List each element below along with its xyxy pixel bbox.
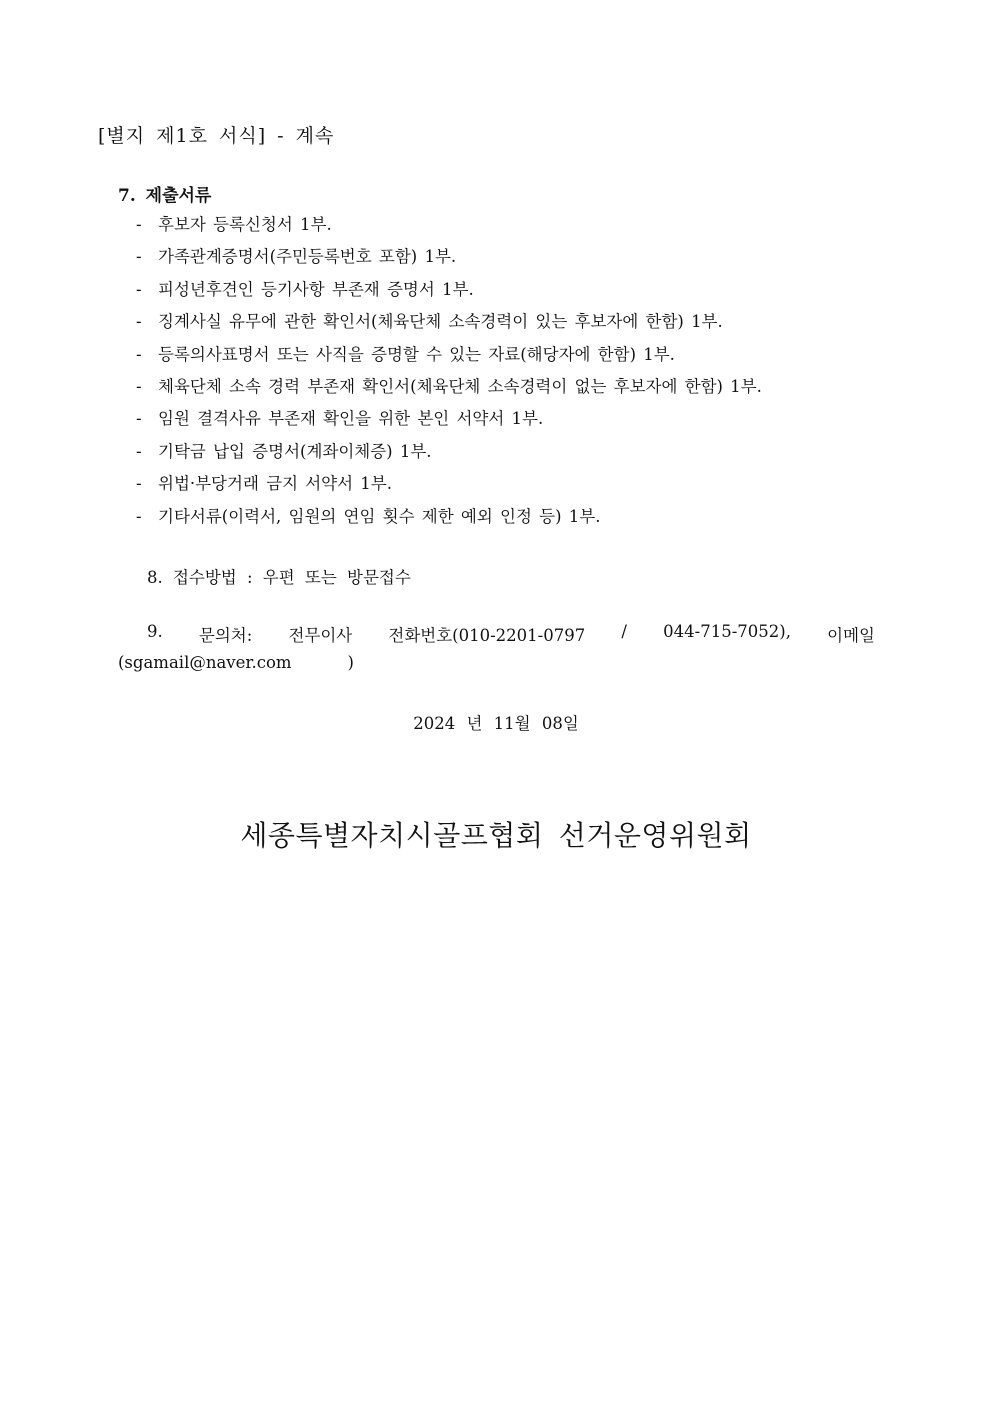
list-dash: -	[136, 279, 142, 299]
email-label: 이메일	[827, 626, 875, 645]
contact-role: 전무이사	[288, 626, 353, 645]
list-item	[136, 440, 762, 472]
list-item-text: 후보자 등록신청서 1부.	[158, 215, 332, 234]
section-7-title: 7. 제출서류	[118, 186, 212, 206]
contact-label: 문의처:	[198, 626, 253, 645]
list-dash: -	[136, 376, 142, 396]
list-item	[136, 245, 762, 277]
list-item-text: 징계사실 유무에 관한 확인서(체육단체 소속경력이 있는 후보자에 한함) 1부.	[158, 312, 723, 332]
list-item	[136, 505, 762, 537]
list-item	[136, 375, 762, 407]
section-9-label: 9.	[147, 622, 163, 641]
contact-line	[147, 622, 875, 646]
list-item-text: 기탁금 납입 증명서(계좌이체증) 1부.	[158, 441, 432, 461]
list-item-text: 피성년후견인 등기사항 부존재 증명서 1부.	[158, 279, 474, 299]
form-tag: [별지 제1호 서식] - 계속	[98, 125, 335, 147]
list-item-text: 임원 결격사유 부존재 확인을 위한 본인 서약서 1부.	[158, 409, 544, 429]
list-dash: -	[136, 474, 142, 494]
list-item-text: 등록의사표명서 또는 사직을 증명할 수 있는 자료(해당자에 한함) 1부.	[158, 344, 675, 364]
required-documents-list	[136, 213, 762, 537]
list-item-text: 가족관계증명서(주민등록번호 포함) 1부.	[158, 247, 457, 267]
list-item	[136, 407, 762, 439]
list-item-text: 기타서류(이력서, 임원의 연임 횟수 제한 예외 인정 등) 1부.	[158, 506, 601, 526]
list-item	[136, 213, 762, 245]
contact-email-line	[118, 653, 354, 672]
list-dash: -	[136, 247, 142, 267]
list-item-text: 체육단체 소속 경력 부존재 확인서(체육단체 소속경력이 없는 후보자에 한함) 1부.	[158, 376, 762, 396]
email-close-paren: )	[347, 653, 354, 672]
list-item	[136, 278, 762, 310]
list-dash: -	[136, 506, 142, 526]
list-item	[136, 343, 762, 375]
submission-method: 8. 접수방법 : 우편 또는 방문접수	[147, 568, 411, 587]
document-date: 2024 년 11월 08일	[413, 714, 579, 733]
phone-number-2: 044-715-7052),	[663, 622, 791, 641]
email-address: (sgamail@naver.com	[118, 653, 292, 672]
list-dash: -	[136, 344, 142, 364]
list-dash: -	[136, 215, 142, 234]
organization-name: 세종특별자치시골프협회 선거운영위원회	[240, 819, 752, 852]
list-dash: -	[136, 441, 142, 461]
list-item	[136, 472, 762, 504]
list-dash: -	[136, 312, 142, 332]
phone-separator: /	[621, 622, 627, 641]
phone-number: 전화번호(010-2201-0797	[388, 626, 586, 645]
list-item	[136, 310, 762, 342]
list-item-text: 위법·부당거래 금지 서약서 1부.	[158, 474, 392, 494]
list-dash: -	[136, 409, 142, 429]
